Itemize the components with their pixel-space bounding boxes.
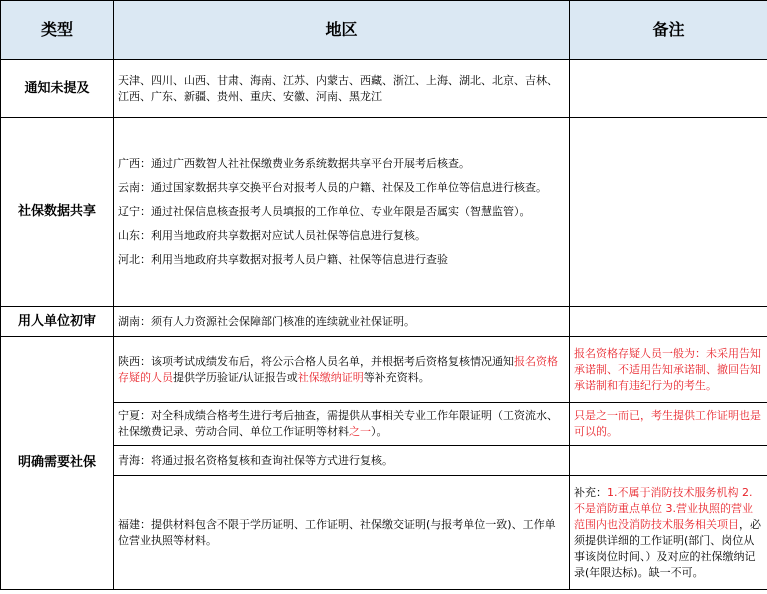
header-row xyxy=(1,1,767,60)
header-region: 地区 xyxy=(114,1,570,60)
region-qinghai: 青海：将通过报名资格复核和查询社保等方式进行复核。 xyxy=(114,446,570,476)
header-note: 备注 xyxy=(570,1,767,60)
table-row xyxy=(1,337,767,403)
region-fujian: 福建：提供材料包含不限于学历证明、工作证明、社保缴交证明(与报考单位一致)、工作单位营业执照等材料。 xyxy=(114,476,570,590)
table-row xyxy=(1,476,767,590)
table-row xyxy=(1,60,767,118)
type-notify: 通知未提及 xyxy=(1,60,114,118)
region-ningxia: 宁夏：对全科成绩合格考生进行考后抽查，需提供从事相关专业工作年限证明（工资流水、社保缴费记录、劳动合同、单位工作证明等材料之一）。 xyxy=(114,403,570,446)
region-notify: 天津、四川、山西、甘肃、海南、江苏、内蒙古、西藏、浙江、上海、湖北、北京、吉林、江西、广东、新疆、贵州、重庆、安徽、河南、黑龙江 xyxy=(114,60,570,118)
social-item-shandong: 山东：利用当地政府共享数据对应试人员社保等信息进行复核。 xyxy=(118,229,426,242)
header-type: 类型 xyxy=(1,1,114,60)
social-item-liaoning: 辽宁：通过社保信息核查报考人员填报的工作单位、专业年限是否属实（智慧监管）。 xyxy=(118,205,531,218)
highlight-one-of: 之一 xyxy=(349,425,371,438)
note-qinghai xyxy=(570,446,767,476)
note-social xyxy=(570,118,767,307)
social-item-yunnan: 云南：通过国家数据共享交换平台对报考人员的户籍、社保及工作单位等信息进行核查。 xyxy=(118,181,547,194)
table-row xyxy=(1,118,767,307)
note-ningxia: 只是之一而已，考生提供工作证明也是可以的。 xyxy=(570,403,767,446)
note-shaanxi: 报名资格存疑人员一般为：未采用告知承诺制、不适用告知承诺制、撤回告知承诺制和有违纪行为的考生。 xyxy=(570,337,767,403)
table-row xyxy=(1,403,767,446)
note-notify xyxy=(570,60,767,118)
highlight-social-proof: 社保缴纳证明 xyxy=(297,370,364,384)
social-item-guangxi: 广西：通过广西数智人社社保缴费业务系统数据共享平台开展考后核查。 xyxy=(118,157,470,170)
note-employer xyxy=(570,307,767,337)
social-item-hebei: 河北：利用当地政府共享数据对报考人员户籍、社保等信息进行查验 xyxy=(118,253,448,266)
table-row xyxy=(1,307,767,337)
type-explicit: 明确需要社保 xyxy=(1,337,114,590)
region-social xyxy=(114,118,570,307)
note-fujian: 补充：1.不属于消防技术服务机构 2.不是消防重点单位 3.营业执照的营业范围内也没消防技术服务相关项目，必须提供详细的工作证明(部门、岗位从事该岗位时间、）及对应的社保缴纳记录(年限达标)。缺一不可。 xyxy=(570,476,767,590)
table-row xyxy=(1,446,767,476)
highlight-doubtful: 报名资格存疑的人员 xyxy=(118,354,558,384)
type-social: 社保数据共享 xyxy=(1,118,114,307)
type-employer: 用人单位初审 xyxy=(1,307,114,337)
region-shaanxi: 陕西：该项考试成绩发布后，将公示合格人员名单，并根据考后资格复核情况通知报名资格存疑的人员提供学历验证/认证报告或社保缴纳证明等补充资料。 xyxy=(114,337,570,403)
region-employer: 湖南：须有人力资源社会保障部门核准的连续就业社保证明。 xyxy=(114,307,570,337)
